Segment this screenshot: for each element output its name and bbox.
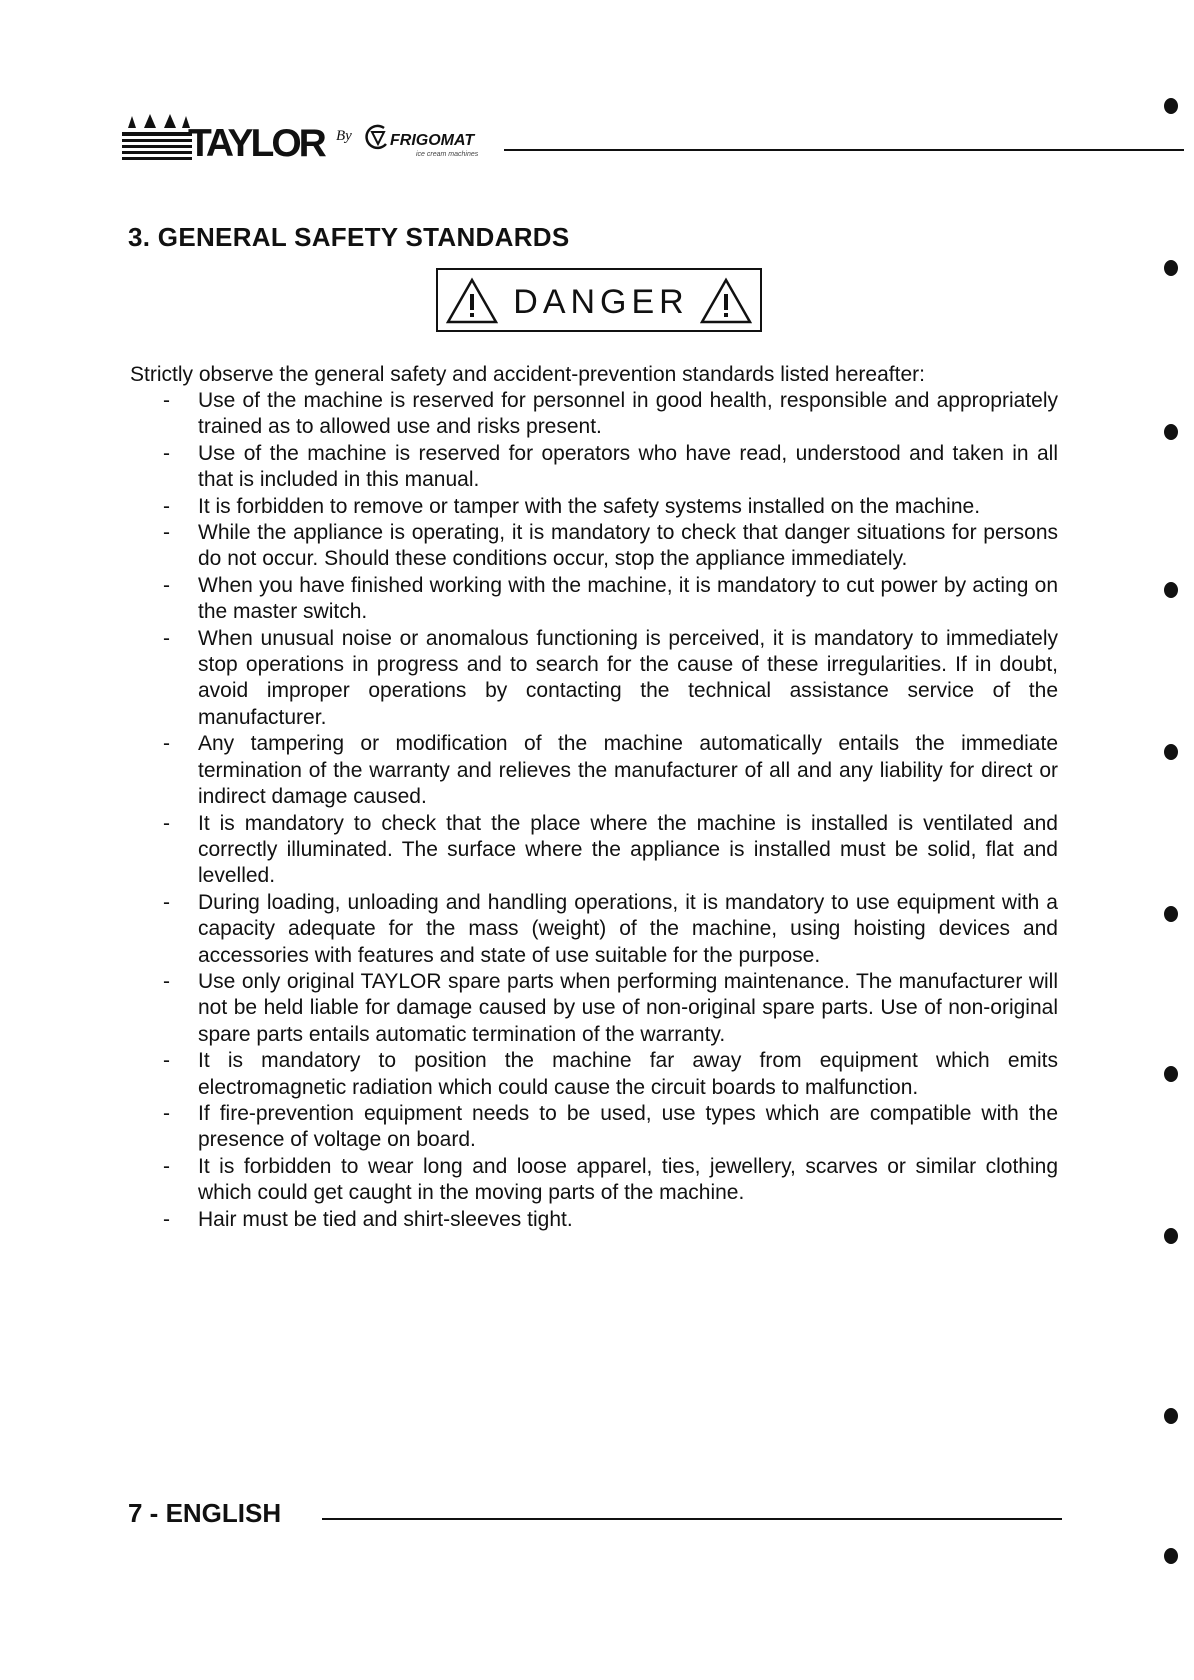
rule-text: Use of the machine is reserved for personnel in good health, responsible and appropriately trained as to allowed use and risks present. (198, 389, 1058, 439)
list-marker: - (163, 494, 170, 518)
rule-text: Any tampering or modification of the machine automatically entails the immediate termination of the warranty and relieves the manufacturer of all and any liability for direct or indirect damage caused. (198, 732, 1058, 809)
list-marker: - (163, 573, 170, 597)
list-marker: - (163, 890, 170, 914)
danger-label: DANGER (513, 283, 689, 321)
list-marker: - (163, 1154, 170, 1178)
page-number-footer: 7 - ENGLISH (128, 1498, 282, 1528)
binder-hole (1164, 1548, 1178, 1564)
frigomat-logo-icon (364, 124, 392, 150)
list-item (158, 573, 1058, 626)
binder-hole (1164, 1228, 1178, 1244)
page-header (122, 112, 1062, 164)
list-marker: - (163, 1207, 170, 1231)
list-item (158, 731, 1058, 810)
intro-text: Strictly observe the general safety and accident-prevention standards listed hereafter: (130, 363, 925, 386)
list-item (158, 1101, 1058, 1154)
list-item (158, 1154, 1058, 1207)
list-item (158, 969, 1058, 1048)
section-title: 3. GENERAL SAFETY STANDARDS (128, 222, 570, 252)
list-marker: - (163, 969, 170, 993)
binder-hole (1164, 260, 1178, 276)
list-item (158, 811, 1058, 890)
list-marker: - (163, 1049, 170, 1073)
list-item (158, 441, 1058, 494)
list-item (158, 520, 1058, 573)
list-marker: - (163, 521, 170, 545)
danger-sign (436, 268, 762, 332)
binder-hole (1164, 1066, 1178, 1082)
rule-text: Hair must be tied and shirt-sleeves tight. (198, 1207, 573, 1231)
binder-hole (1164, 906, 1178, 922)
header-rule (504, 149, 1184, 151)
rule-text: During loading, unloading and handling operations, it is mandatory to use equipment with a capacity adequate for the mass (weight) of the machine, using hoisting devices and accessories with features and state of use suitable for the purpose. (198, 890, 1058, 967)
rule-text: While the appliance is operating, it is mandatory to check that danger situations for persons do not occur. Should these conditions occur, stop the appliance immediately. (198, 521, 1058, 571)
rule-text: It is mandatory to position the machine far away from equipment which emits electromagnetic radiation which could cause the circuit boards to malfunction. (198, 1049, 1058, 1099)
binder-hole (1164, 98, 1178, 114)
rule-text: Use only original TAYLOR spare parts when performing maintenance. The manufacturer will not be held liable for damage caused by use of non-original spare parts. Use of non-original spare parts entails automatic termination of the warranty. (198, 969, 1058, 1046)
list-item (158, 388, 1058, 441)
warning-triangle-icon (700, 277, 752, 325)
brand-taylor: TAYLOR (188, 122, 324, 165)
footer-rule (322, 1518, 1062, 1520)
list-item (158, 494, 1058, 520)
brand-frigomat: FRIGOMAT (390, 132, 475, 149)
list-marker: - (163, 441, 170, 465)
binder-hole (1164, 1408, 1178, 1424)
warning-triangle-icon (446, 277, 498, 325)
list-marker: - (163, 811, 170, 835)
list-item (158, 1048, 1058, 1101)
rule-text: It is forbidden to remove or tamper with the safety systems installed on the machine. (198, 494, 981, 518)
binder-hole (1164, 744, 1178, 760)
rule-text: Use of the machine is reserved for operators who have read, understood and taken in all that is included in this manual. (198, 441, 1058, 492)
rule-text: When you have finished working with the machine, it is mandatory to cut power by acting on the master switch. (198, 573, 1058, 624)
list-item (158, 626, 1058, 732)
list-marker: - (163, 1101, 170, 1125)
list-marker: - (163, 732, 170, 756)
list-item (158, 890, 1058, 969)
rule-text: It is forbidden to wear long and loose apparel, ties, jewellery, scarves or similar clothing which could get caught in the moving parts of the machine. (198, 1154, 1058, 1205)
rule-text: When unusual noise or anomalous functioning is perceived, it is mandatory to immediately stop operations in progress and to search for the cause of these irregularities. If in doubt, avoid improper operations by contacting the technical assistance service of the manufacturer. (198, 626, 1058, 729)
safety-rules-list (158, 388, 1058, 1233)
rule-text: It is mandatory to check that the place where the machine is installed is ventilated and correctly illuminated. The surface where the appliance is installed must be solid, flat and levelled. (198, 811, 1058, 888)
rule-text: If fire-prevention equipment needs to be used, use types which are compatible with the presence of voltage on board. (198, 1101, 1058, 1152)
brand-by: By (336, 128, 352, 144)
list-marker: - (163, 626, 170, 650)
binder-hole (1164, 582, 1178, 598)
taylor-crown-logo-icon (122, 114, 192, 162)
brand-tagline: ice cream machines (416, 151, 479, 158)
list-marker: - (163, 389, 170, 412)
binder-hole (1164, 424, 1178, 440)
list-item (158, 1207, 1058, 1233)
